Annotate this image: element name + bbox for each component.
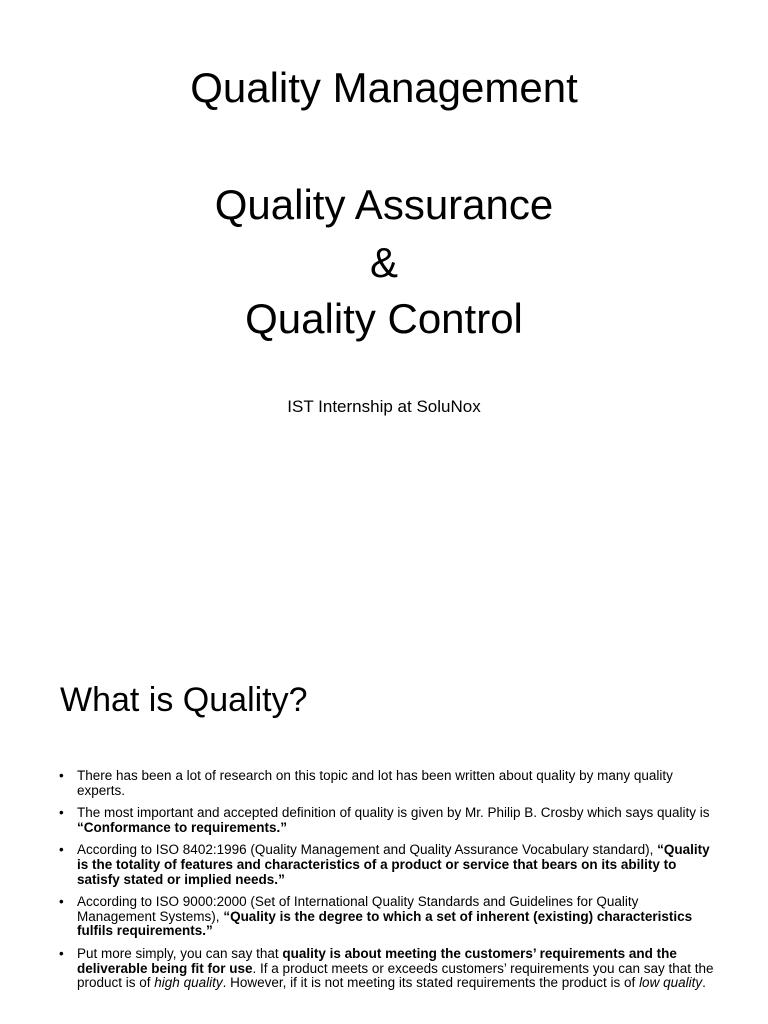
bullet-bold-text: “Quality is the totality of features and characteristics of a product or service that bears on its ability to satisfy stated or implied needs.” [77, 842, 710, 887]
bullet-bold-text: quality is about meeting the customers’ requirements and the deliverable being fit for use [77, 945, 677, 976]
bullet-item [57, 843, 717, 887]
bullet-text: The most important and accepted definition of quality is given by Mr. Philip B. Crosby which says quality is [77, 805, 710, 821]
bullet-item [57, 947, 717, 991]
bullet-item [57, 895, 717, 939]
bullet-text: . However, if it is not meeting its stated requirements the product is of [222, 975, 640, 991]
bullet-text: According to ISO 8402:1996 (Quality Management and Quality Assurance Vocabulary standard), [77, 842, 658, 858]
bullet-text: According to ISO 9000:2000 (Set of International Quality Standards and Guidelines for Quality Management Systems), [77, 894, 639, 924]
bullet-list [57, 769, 717, 999]
bullet-text: Put more simply, you can say that [77, 945, 283, 961]
bullet-bold-text: “Quality is the degree to which a set of inherent (existing) characteristics fulfils requirements.” [77, 908, 693, 939]
bullet-italic-text: low quality [639, 975, 703, 991]
bullet-bold-text: “Conformance to requirements.” [77, 819, 288, 835]
bullet-dot-icon: • [59, 805, 64, 821]
slide-subtitle-line-1: Quality Assurance [214, 181, 554, 228]
content-slide [0, 575, 768, 1024]
slide-title: Quality Management [190, 64, 578, 111]
bullet-item [57, 806, 717, 835]
bullet-dot-icon: • [59, 894, 64, 910]
slide-byline: IST Internship at SoluNox [287, 397, 481, 416]
bullet-dot-icon: • [59, 945, 64, 961]
bullet-italic-text: high quality [154, 975, 223, 991]
section-heading: What is Quality? [60, 681, 308, 719]
bullet-dot-icon: • [59, 768, 64, 783]
slide-subtitle-ampersand: & [369, 239, 398, 286]
slide-subtitle-line-3: Quality Control [245, 295, 523, 342]
bullet-dot-icon: • [59, 842, 64, 858]
bullet-text: . [702, 975, 706, 991]
bullet-text: . If a product meets or exceeds customers’ requirements you can say that the product is of [77, 960, 714, 991]
bullet-item [57, 769, 717, 798]
bullet-text: There has been a lot of research on this topic and lot has been written about quality by many quality experts. [77, 768, 673, 798]
